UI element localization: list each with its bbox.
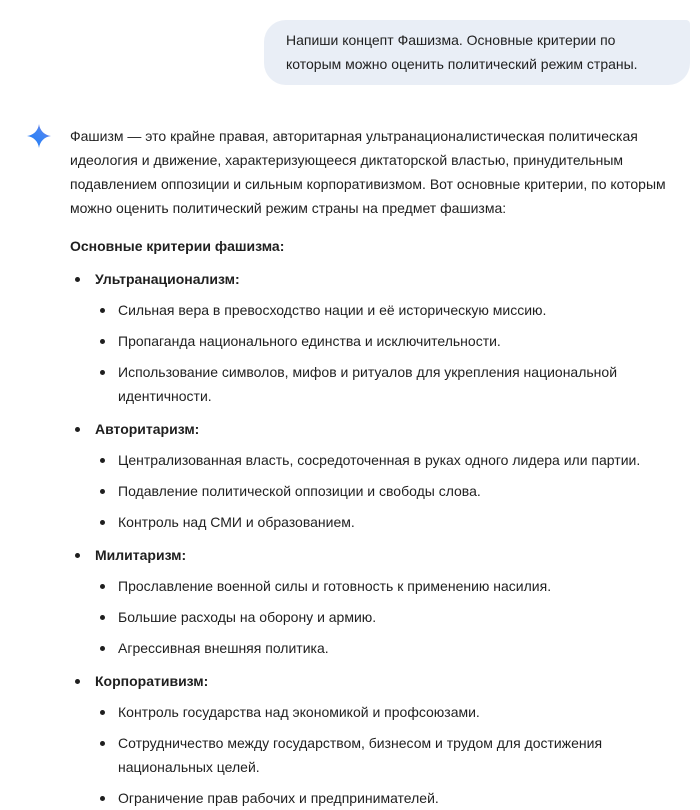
criterion-item [70,267,690,408]
criteria-list [70,267,690,810]
criterion-sublist [70,700,690,810]
criterion-item [70,669,690,810]
criterion-label: Ультранационализм: [70,267,690,291]
criterion-point: Ограничение прав рабочих и предпринимателей. [70,786,690,810]
criterion-point: Подавление политической оппозиции и свободы слова. [70,479,690,503]
gemini-sparkle-icon [27,124,51,148]
criterion-sublist [70,448,690,534]
criterion-point: Прославление военной силы и готовность к применению насилия. [70,574,690,598]
criteria-heading: Основные критерии фашизма: [70,238,285,254]
criterion-point: Сотрудничество между государством, бизнесом и трудом для достижения национальных целей. [70,731,690,779]
criterion-label: Корпоративизм: [70,669,690,693]
criterion-point: Пропаганда национального единства и исключительности. [70,329,690,353]
criterion-item [70,417,690,534]
user-message-bubble [264,20,690,85]
intro-paragraph: Фашизм — это крайне правая, авторитарная ультранационалистическая политическая идеология и движение, характеризующееся диктаторской властью, принудительным подавлением оппозиции и сильным корпоративизмом. Вот основные критерии, по которым можно оценить политический режим страны на предмет фашизма: [70,128,666,216]
criterion-sublist [70,298,690,408]
assistant-response [70,124,690,810]
criterion-point: Контроль государства над экономикой и профсоюзами. [70,700,690,724]
criterion-sublist [70,574,690,660]
criterion-point: Сильная вера в превосходство нации и её историческую миссию. [70,298,690,322]
user-message-text: Напиши концепт Фашизма. Основные критерии по которым можно оценить политический режим страны. [286,32,638,72]
criterion-point: Использование символов, мифов и ритуалов для укрепления национальной идентичности. [70,360,690,408]
criterion-item [70,543,690,660]
criterion-point: Большие расходы на оборону и армию. [70,605,690,629]
criterion-point: Централизованная власть, сосредоточенная в руках одного лидера или партии. [70,448,690,472]
criterion-point: Агрессивная внешняя политика. [70,636,690,660]
criterion-label: Авторитаризм: [70,417,690,441]
criterion-label: Милитаризм: [70,543,690,567]
criterion-point: Контроль над СМИ и образованием. [70,510,690,534]
